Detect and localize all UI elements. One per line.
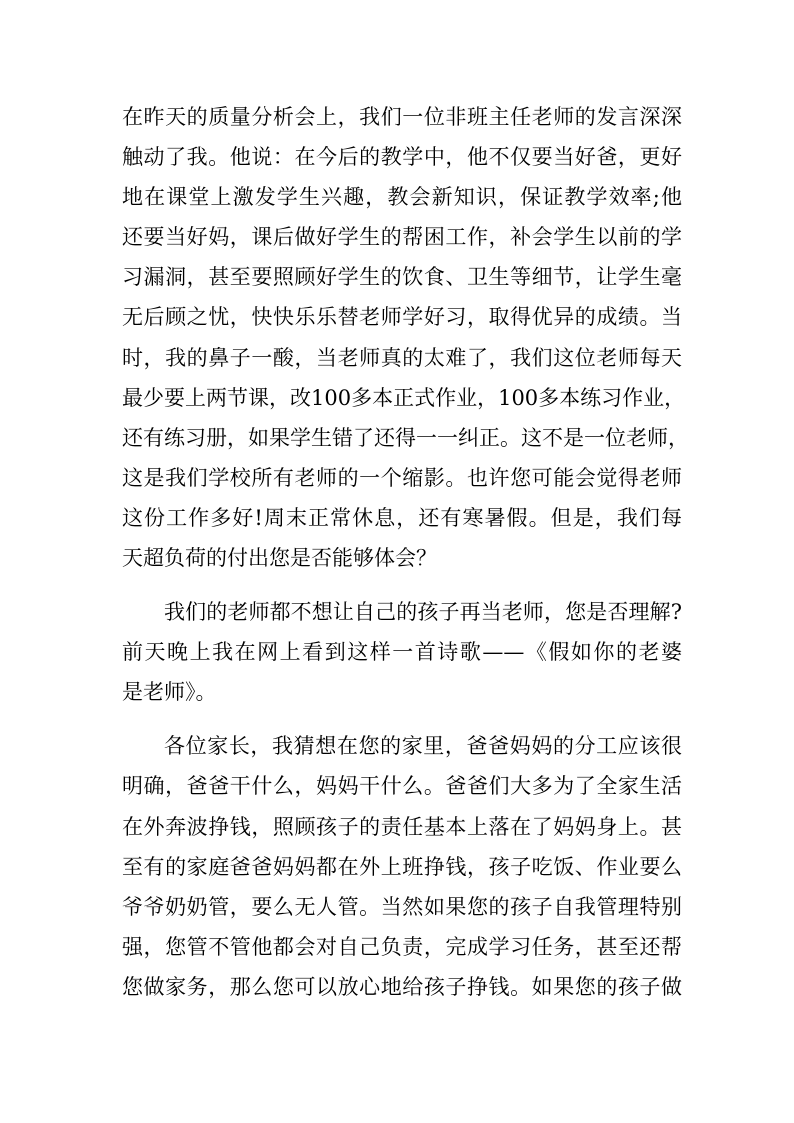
text-line-5: 习漏洞，甚至要照顾好学生的饮食、卫生等细节，让学生毫 <box>122 265 682 289</box>
text-line-3: 地在课堂上激发学生兴趣，教会新知识，保证教学效率;他 <box>122 185 682 209</box>
text-line-22: 您做家务，那么您可以放心地给孩子挣钱。如果您的孩子做 <box>122 975 682 999</box>
text-line-1: 在昨天的质量分析会上，我们一位非班主任老师的发言深深 <box>122 105 682 129</box>
text-line-18: 在外奔波挣钱，照顾孩子的责任基本上落在了妈妈身上。甚 <box>122 815 682 839</box>
text-line-8: 最少要上两节课，改100多本正式作业，100多本练习作业， <box>122 386 686 410</box>
text-line-7: 时，我的鼻子一酸，当老师真的太难了，我们这位老师每天 <box>122 346 682 370</box>
text-line-10: 这是我们学校所有老师的一个缩影。也许您可能会觉得老师 <box>122 466 682 490</box>
text-line-19: 至有的家庭爸爸妈妈都在外上班挣钱，孩子吃饭、作业要么 <box>122 855 682 879</box>
text-line-21: 强，您管不管他都会对自己负责，完成学习任务，甚至还帮 <box>122 935 682 959</box>
text-line-20: 爷爷奶奶管，要么无人管。当然如果您的孩子自我管理特别 <box>122 895 682 919</box>
text-line-6: 无后顾之忧，快快乐乐替老师学好习，取得优异的成绩。当 <box>122 305 682 329</box>
text-line-14: 前天晚上我在网上看到这样一首诗歌——《假如你的老婆 <box>122 640 682 664</box>
text-line-13: 我们的老师都不想让自己的孩子再当老师，您是否理解? <box>164 600 682 624</box>
text-line-15: 是老师》。 <box>122 680 217 704</box>
text-line-4: 还要当好妈，课后做好学生的帮困工作，补会学生以前的学 <box>122 225 682 249</box>
text-line-11: 这份工作多好!周末正常休息，还有寒暑假。但是，我们每 <box>122 506 682 530</box>
text-line-17: 明确，爸爸干什么，妈妈干什么。爸爸们大多为了全家生活 <box>122 774 682 798</box>
text-line-9: 还有练习册，如果学生错了还得一一纠正。这不是一位老师， <box>122 426 689 450</box>
text-line-16: 各位家长，我猜想在您的家里，爸爸妈妈的分工应该很 <box>164 734 682 758</box>
text-line-2: 触动了我。他说：在今后的教学中，他不仅要当好爸，更好 <box>122 145 682 169</box>
text-line-12: 天超负荷的付出您是否能够体会？ <box>122 546 437 570</box>
